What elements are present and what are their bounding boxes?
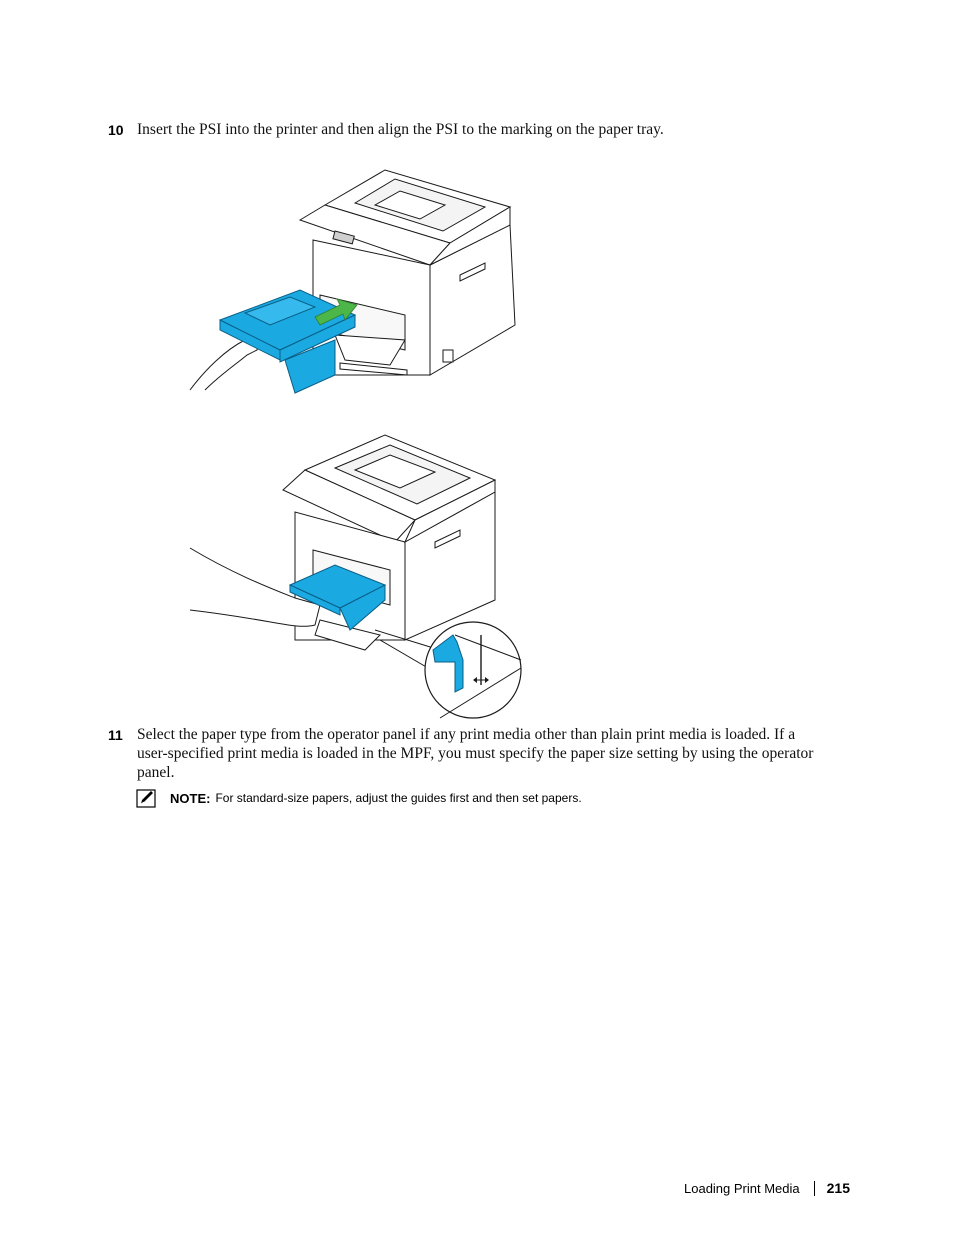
note-label: NOTE: [170, 790, 211, 806]
step-11-line: panel. [137, 764, 175, 781]
step-11-number: 11 [108, 727, 123, 743]
page-number: 215 [826, 1180, 850, 1196]
step-11-line: user-specified print media is loaded in the MPF, you must specify the paper size setting by using the operator [137, 745, 814, 762]
step-10-text: Insert the PSI into the printer and then align the PSI to the marking on the paper tray. [137, 121, 664, 138]
footer-divider [814, 1181, 815, 1196]
figure-insert-psi [185, 165, 525, 397]
figure-align-psi [185, 430, 525, 722]
step-11-text [137, 725, 837, 782]
note-block [136, 788, 582, 808]
page-footer [684, 1180, 850, 1196]
step-11-line: Select the paper type from the operator panel if any print media other than plain print media is loaded. If a [137, 726, 796, 743]
step-10-number: 10 [108, 122, 124, 138]
note-text: For standard-size papers, adjust the guides first and then set papers. [215, 791, 582, 805]
pencil-note-icon [136, 788, 156, 808]
footer-section-title: Loading Print Media [684, 1180, 800, 1196]
